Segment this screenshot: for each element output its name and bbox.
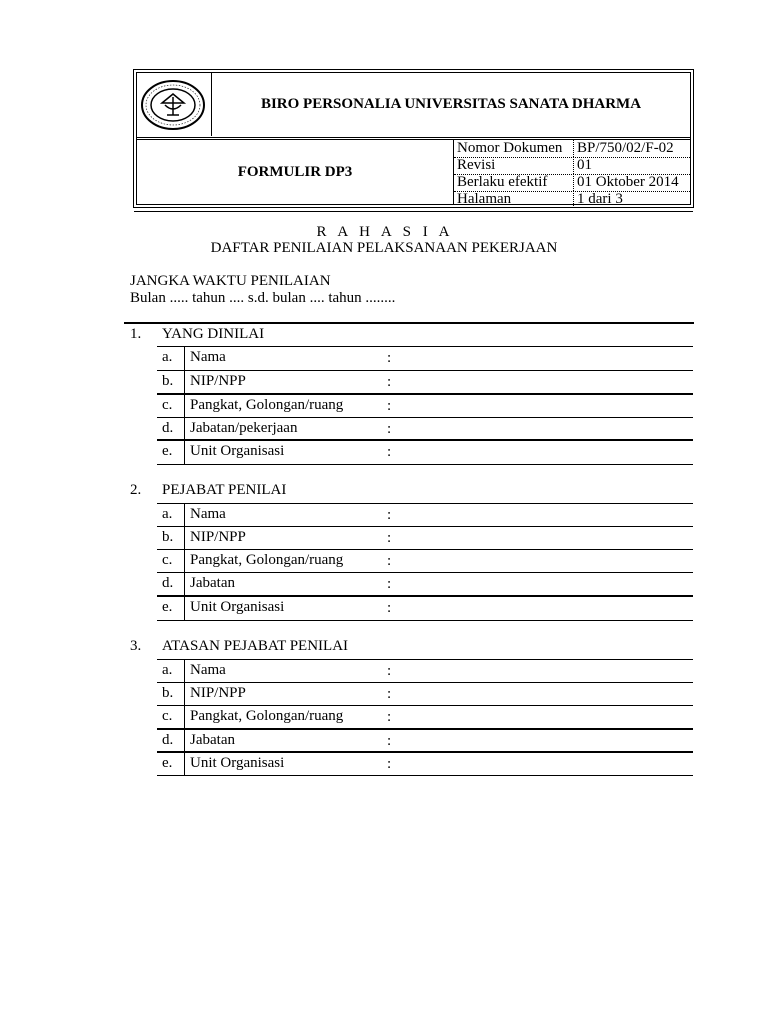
row-letter: b.	[162, 685, 174, 701]
row-letter: d.	[162, 732, 174, 748]
meta-value: 01 Oktober 2014	[573, 174, 697, 191]
meta-row-page	[454, 191, 690, 208]
row-rule	[157, 464, 693, 465]
document-meta-table	[454, 140, 690, 207]
row-colon: :	[387, 756, 392, 772]
document-title: DAFTAR PENILAIAN PELAKSANAAN PEKERJAAN	[210, 240, 558, 256]
form-row	[157, 527, 693, 550]
row-separator	[184, 395, 185, 418]
document-header	[133, 69, 694, 208]
form-row	[157, 347, 693, 370]
row-letter: b.	[162, 373, 174, 389]
meta-value: 01	[573, 157, 697, 174]
row-letter: d.	[162, 575, 174, 591]
period-text: Bulan ..... tahun .... s.d. bulan .... tahun ........	[130, 290, 396, 306]
form-row	[157, 660, 693, 683]
form-row	[157, 753, 693, 776]
form-row	[157, 706, 693, 729]
row-letter: a.	[162, 349, 173, 365]
form-row	[157, 504, 693, 527]
row-separator	[184, 573, 185, 596]
header-divider	[137, 137, 690, 138]
row-separator	[184, 504, 185, 527]
row-colon: :	[387, 350, 392, 366]
row-label: Pangkat, Golongan/ruang	[190, 397, 344, 413]
row-colon: :	[387, 733, 392, 749]
row-separator	[184, 730, 185, 753]
row-colon: :	[387, 576, 392, 592]
row-separator	[184, 418, 185, 441]
meta-row-revision	[454, 157, 690, 175]
row-colon: :	[387, 421, 392, 437]
meta-key: Revisi	[457, 157, 496, 173]
row-separator	[184, 441, 185, 464]
meta-key: Halaman	[457, 191, 512, 207]
row-colon: :	[387, 398, 392, 414]
section-title: ATASAN PEJABAT PENILAI	[162, 638, 349, 654]
row-colon: :	[387, 600, 392, 616]
row-separator	[184, 683, 185, 706]
form-title: FORMULIR DP3	[137, 140, 454, 204]
row-colon: :	[387, 663, 392, 679]
row-separator	[184, 753, 185, 776]
row-label: Jabatan	[190, 732, 235, 748]
row-separator	[184, 347, 185, 370]
row-colon: :	[387, 444, 392, 460]
meta-row-document-number	[454, 140, 690, 158]
meta-key: Nomor Dokumen	[457, 140, 563, 156]
section-number: 2.	[130, 482, 142, 498]
section-title: YANG DINILAI	[162, 326, 265, 342]
header-bottom-rule	[134, 211, 693, 212]
row-label: Pangkat, Golongan/ruang	[190, 552, 344, 568]
form-row	[157, 441, 693, 464]
section-number: 1.	[130, 326, 142, 342]
row-letter: a.	[162, 506, 173, 522]
section-top-rule	[124, 322, 694, 324]
row-label: Unit Organisasi	[190, 599, 285, 615]
row-letter: e.	[162, 599, 173, 615]
period-label: JANGKA WAKTU PENILAIAN	[130, 273, 331, 289]
row-letter: d.	[162, 420, 174, 436]
row-separator	[184, 527, 185, 550]
row-colon: :	[387, 374, 392, 390]
row-label: NIP/NPP	[190, 373, 246, 389]
form-row	[157, 683, 693, 706]
logo-cell	[137, 73, 212, 136]
meta-key: Berlaku efektif	[457, 174, 548, 190]
row-label: Jabatan/pekerjaan	[190, 420, 298, 436]
form-row	[157, 597, 693, 620]
form-row	[157, 371, 693, 394]
row-label: Pangkat, Golongan/ruang	[190, 708, 344, 724]
header-inner-frame	[136, 72, 691, 205]
row-letter: c.	[162, 708, 173, 724]
row-letter: b.	[162, 529, 174, 545]
row-rule	[157, 775, 693, 776]
row-colon: :	[387, 686, 392, 702]
row-label: NIP/NPP	[190, 529, 246, 545]
row-separator	[184, 371, 185, 394]
meta-value: BP/750/02/F-02	[573, 140, 697, 157]
row-letter: a.	[162, 662, 173, 678]
university-seal-icon	[140, 79, 206, 131]
row-colon: :	[387, 507, 392, 523]
row-label: Jabatan	[190, 575, 235, 591]
form-row	[157, 730, 693, 753]
form-row	[157, 550, 693, 573]
row-rule	[157, 620, 693, 621]
row-letter: e.	[162, 755, 173, 771]
row-separator	[184, 706, 185, 729]
row-letter: c.	[162, 552, 173, 568]
row-letter: e.	[162, 443, 173, 459]
row-colon: :	[387, 709, 392, 725]
confidential-label: R A H A S I A	[316, 224, 452, 240]
row-separator	[184, 550, 185, 573]
form-row	[157, 418, 693, 441]
row-label: Nama	[190, 662, 226, 678]
meta-value: 1 dari 3	[573, 191, 697, 208]
row-label: Nama	[190, 506, 226, 522]
row-label: NIP/NPP	[190, 685, 246, 701]
row-label: Nama	[190, 349, 226, 365]
row-label: Unit Organisasi	[190, 443, 285, 459]
row-separator	[184, 597, 185, 620]
row-colon: :	[387, 530, 392, 546]
section-title: PEJABAT PENILAI	[162, 482, 287, 498]
row-separator	[184, 660, 185, 683]
row-label: Unit Organisasi	[190, 755, 285, 771]
section-number: 3.	[130, 638, 142, 654]
row-colon: :	[387, 553, 392, 569]
row-letter: c.	[162, 397, 173, 413]
form-row	[157, 395, 693, 418]
form-row	[157, 573, 693, 596]
meta-row-effective-date	[454, 174, 690, 192]
institution-title: BIRO PERSONALIA UNIVERSITAS SANATA DHARMA	[260, 96, 642, 112]
